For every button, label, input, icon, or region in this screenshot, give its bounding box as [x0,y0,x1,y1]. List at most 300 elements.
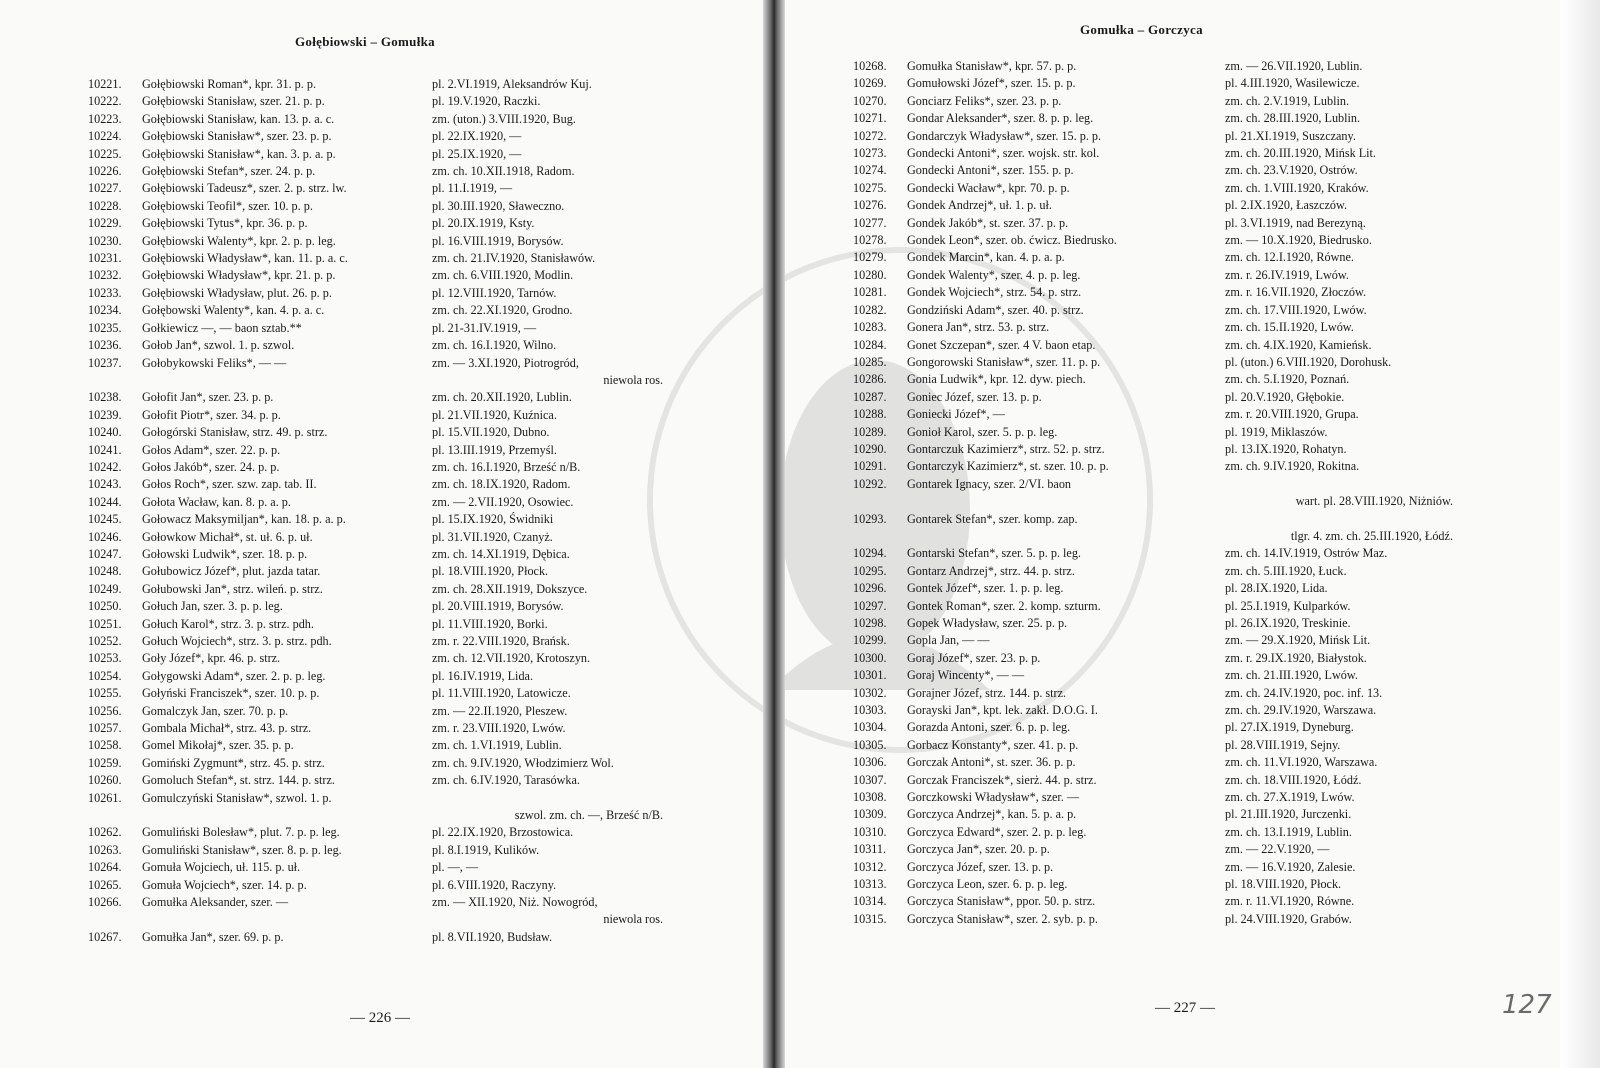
register-entry [853,772,1453,789]
entry-fate: zm. — 22.V.1920, — [1225,842,1330,857]
register-entry [853,302,1453,319]
entry-fate: zm. ch. 16.I.1920, Brześć n/B. [432,459,581,474]
entry-number: 10263. [88,842,122,857]
entry-number: 10269. [853,76,887,91]
entry-name-unit: Gołębowski Walenty*, kan. 4. p. a. c. [142,303,325,318]
entry-number: 10233. [88,285,122,300]
entry-number: 10247. [88,546,122,561]
register-entry [853,93,1453,110]
entry-number: 10282. [853,302,887,317]
entry-name-unit: Gomuliński Stanisław*, szer. 8. p. p. leg. [142,842,342,857]
entry-fate: zm. ch. 14.IV.1919, Ostrów Maz. [1225,546,1388,561]
entry-fate: pl. 30.III.1920, Sławeczno. [432,198,565,213]
entry-name-unit: Gołyński Franciszek*, szer. 10. p. p. [142,686,320,701]
entry-number: 10236. [88,338,122,353]
entry-number: 10283. [853,320,887,335]
entry-name-unit: Gołowkow Michał*, st. uł. 6. p. uł. [142,529,313,544]
entry-name-unit: Gomułka Jan*, szer. 69. p. p. [142,929,284,944]
entry-fate: zm. ch. 20.XII.1920, Lublin. [432,390,572,405]
entry-number: 10239. [88,407,122,422]
entry-fate: zm. ch. 23.V.1920, Ostrów. [1225,163,1358,178]
register-entry [88,128,663,145]
entry-name-unit: Gołos Jakób*, szer. 24. p. p. [142,459,280,474]
entry-name-unit: Gomuła Wojciech*, szer. 14. p. p. [142,877,307,892]
entry-number: 10227. [88,181,122,196]
entry-fate: zm. ch. 9.IV.1920, Rokitna. [1225,459,1360,474]
register-entry [88,529,663,546]
register-entry [853,737,1453,754]
register-entry [88,442,663,459]
register-entry [853,876,1453,893]
entry-name-unit: Gondecki Antoni*, szer. wojsk. str. kol. [907,146,1100,161]
entry-name-unit: Gontek Roman*, szer. 2. komp. szturm. [907,598,1101,613]
entry-number: 10295. [853,563,887,578]
register-entry [88,546,663,563]
register-entry [853,232,1453,249]
register-entry [853,476,1453,511]
entry-number: 10241. [88,442,122,457]
register-entry [853,75,1453,92]
register-entry [853,319,1453,336]
entry-number: 10229. [88,216,122,231]
entry-number: 10275. [853,180,887,195]
entry-fate: zm. ch. 2.V.1919, Lublin. [1225,93,1350,108]
entry-name-unit: Gopek Władysław, szer. 25. p. p. [907,615,1068,630]
register-entry [853,719,1453,736]
entry-number: 10257. [88,721,122,736]
entry-name-unit: Gołogórski Stanisław, strz. 49. p. strz. [142,425,328,440]
entry-number: 10271. [853,111,887,126]
entry-fate: zm. ch. 27.X.1919, Lwów. [1225,790,1355,805]
right-page-header: Gomułka – Gorczyca [1080,22,1203,37]
register-entry [88,616,663,633]
register-entry [853,371,1453,388]
register-entry [853,580,1453,597]
register-entry [88,476,663,493]
register-entry [88,250,663,267]
entry-number: 10249. [88,581,122,596]
entry-fate: pl. 25.IX.1920, — [432,146,522,161]
register-entry [853,354,1453,371]
entry-fate: zm. — 10.X.1920, Biedrusko. [1225,233,1372,248]
register-entry [88,146,663,163]
entry-name-unit: Gołębiowski Władysław, plut. 26. p. p. [142,285,332,300]
entry-fate: pl. 24.VIII.1920, Grabów. [1225,911,1352,926]
entry-name-unit: Gorczak Franciszek*, sierż. 44. p. strz. [907,772,1097,787]
register-entry [853,441,1453,458]
register-entry [853,215,1453,232]
entry-number: 10279. [853,250,887,265]
entry-number: 10256. [88,703,122,718]
register-entry [88,772,663,789]
entry-name-unit: Gołębiowski Tadeusz*, szer. 2. p. strz. lw. [142,181,347,196]
entry-name-unit: Gondek Wojciech*, strz. 54. p. strz. [907,285,1082,300]
entry-name-unit: Gołuch Karol*, strz. 3. p. strz. pdh. [142,616,314,631]
register-entry [853,841,1453,858]
entry-fate: pl. 16.VIII.1919, Borysów. [432,233,564,248]
entry-fate: pl. 12.VIII.1920, Tarnów. [432,285,557,300]
register-entry [853,145,1453,162]
entry-fate: zm. — 16.V.1920, Zalesie. [1225,859,1356,874]
entry-name-unit: Gorayski Jan*, kpt. lek. zakł. D.O.G. I. [907,703,1098,717]
entry-fate: zm. r. 23.VIII.1920, Lwów. [432,721,566,736]
entry-number: 10262. [88,825,122,840]
register-entry [88,337,663,354]
entry-name-unit: Gołębiowski Tytus*, kpr. 36. p. p. [142,216,308,231]
register-entry [853,632,1453,649]
register-entry [88,494,663,511]
register-entry [88,581,663,598]
entry-number: 10287. [853,389,887,404]
entry-fate: zm. ch. 28.XII.1919, Dokszyce. [432,581,588,596]
entry-fate: pl. 11.VIII.1920, Borki. [432,616,548,631]
register-entry [88,111,663,128]
entry-number: 10232. [88,268,122,283]
entry-fate: zm. ch. 15.II.1920, Lwów. [1225,320,1354,335]
entry-number: 10281. [853,285,887,300]
register-entry [88,894,663,929]
entry-fate: pl. 20.IX.1919, Ksty. [432,216,535,231]
entry-name-unit: Goraj Józef*, szer. 23. p. p. [907,650,1041,665]
register-entry [853,58,1453,75]
entry-number: 10251. [88,616,122,631]
register-entry [853,650,1453,667]
register-entry [853,110,1453,127]
entry-fate: zm. r. 22.VIII.1920, Brańsk. [432,633,570,648]
entry-fate: pl. 21.XI.1919, Suszczany. [1225,128,1356,143]
entry-fate: pl. 18.VIII.1920, Płock. [432,564,549,579]
register-entry [88,76,663,93]
entry-number: 10221. [88,77,122,91]
entry-name-unit: Gomalczyk Jan, szer. 70. p. p. [142,703,289,718]
entry-number: 10274. [853,163,887,178]
entry-name-unit: Goniec Józef, szer. 13. p. p. [907,389,1042,404]
entry-name-unit: Gomuliński Bolesław*, plut. 7. p. p. leg. [142,825,340,840]
entry-number: 10297. [853,598,887,613]
entry-number: 10276. [853,198,887,213]
entry-fate: pl. 22.IX.1920, — [432,129,522,144]
register-entry [88,685,663,702]
entry-name-unit: Gołuch Wojciech*, strz. 3. p. strz. pdh. [142,633,332,648]
register-entry [88,720,663,737]
left-entry-list [88,76,663,946]
entry-number: 10299. [853,633,887,648]
entry-fate: pl. —, — [432,860,479,875]
register-entry [88,267,663,284]
entry-number: 10223. [88,111,122,126]
register-entry [88,737,663,754]
entry-fate: zm. ch. 24.IV.1920, poc. inf. 13. [1225,685,1383,700]
entry-fate: zm. ch. 20.III.1920, Mińsk Lit. [1225,146,1376,161]
entry-fate: pl. (uton.) 6.VIII.1920, Dorohusk. [1225,354,1392,369]
entry-number: 10292. [853,476,887,491]
left-page-number: — 226 — [350,1010,410,1026]
register-entry [853,128,1453,145]
left-page [0,0,770,1068]
right-page-number: — 227 — [1155,1000,1215,1016]
entry-fate: pl. 28.IX.1920, Lida. [1225,581,1328,596]
register-entry [88,929,663,946]
entry-name-unit: Gonioł Karol, szer. 5. p. p. leg. [907,424,1058,439]
entry-name-unit: Gonia Ludwik*, kpr. 12. dyw. piech. [907,372,1086,387]
entry-number: 10243. [88,477,122,492]
entry-fate: pl. 15.VII.1920, Dubno. [432,425,550,440]
entry-number: 10231. [88,251,122,266]
entry-name-unit: Gorbacz Konstanty*, szer. 41. p. p. [907,737,1079,752]
entry-number: 10242. [88,459,122,474]
entry-fate: zm. (uton.) 3.VIII.1920, Bug. [432,111,576,126]
entry-fate: zm. ch. 12.VII.1920, Krotoszyn. [432,651,591,666]
entry-number: 10280. [853,267,887,282]
entry-fate: pl. 22.IX.1920, Brzostowica. [432,825,574,840]
entry-name-unit: Gomułka Stanisław*, kpr. 57. p. p. [907,59,1077,73]
entry-name-unit: Gomułowski Józef*, szer. 15. p. p. [907,76,1076,91]
entry-name-unit: Gontarski Stefan*, szer. 5. p. p. leg. [907,546,1081,561]
register-entry [88,877,663,894]
entry-number: 10286. [853,372,887,387]
entry-number: 10255. [88,686,122,701]
register-entry [88,424,663,441]
entry-fate: zm. ch. 1.VIII.1920, Kraków. [1225,180,1369,195]
register-entry [88,668,663,685]
entry-number: 10234. [88,303,122,318]
entry-name-unit: Gołos Roch*, szer. szw. zap. tab. II. [142,477,317,492]
entry-fate: zm. ch. 21.IV.1920, Stanisławów. [432,251,596,266]
entry-fate: zm. — XII.1920, Niż. Nowogród, [432,895,598,910]
register-entry [853,667,1453,684]
entry-name-unit: Gontarczyk Kazimierz*, st. szer. 10. p. p. [907,459,1109,474]
entry-number: 10225. [88,146,122,161]
register-entry [88,389,663,406]
entry-number: 10291. [853,459,887,474]
entry-name-unit: Gongorowski Stanisław*, szer. 11. p. p. [907,354,1101,369]
entry-name-unit: Gombala Michał*, strz. 43. p. strz. [142,721,312,736]
entry-fate: pl. 2.IX.1920, Łaszczów. [1225,198,1348,213]
entry-fate: zm. ch. 18.IX.1920, Radom. [432,477,571,492]
entry-fate: pl. 1919, Miklaszów. [1225,424,1328,439]
entry-name-unit: Gołofit Jan*, szer. 23. p. p. [142,390,274,405]
entry-number: 10301. [853,668,887,683]
entry-number: 10230. [88,233,122,248]
entry-fate: pl. 11.VIII.1920, Latowicze. [432,686,571,701]
register-entry [88,180,663,197]
entry-fate: pl. 8.VII.1920, Budsław. [432,929,553,944]
entry-name-unit: Gomel Mikołaj*, szer. 35. p. p. [142,738,294,753]
entry-name-unit: Gołębiowski Stanisław*, kan. 3. p. a. p. [142,146,336,161]
entry-number: 10226. [88,164,122,179]
entry-name-unit: Gondek Andrzej*, uł. 1. p. uł. [907,198,1052,213]
register-entry [853,615,1453,632]
entry-name-unit: Gorczkowski Władysław*, szer. — [907,790,1080,805]
entry-fate: pl. 2.VI.1919, Aleksandrów Kuj. [432,77,592,91]
entry-name-unit: Gorczyca Józef, szer. 13. p. p. [907,859,1054,874]
entry-number: 10277. [853,215,887,230]
entry-name-unit: Gomułka Aleksander, szer. — [142,895,289,910]
register-entry [88,511,663,528]
register-entry [853,406,1453,423]
entry-fate: zm. ch. 13.I.1919, Lublin. [1225,824,1352,839]
entry-continuation: tlgr. 4. zm. ch. 25.III.1920, Łódź. [1290,528,1453,543]
register-entry [853,511,1453,546]
entry-number: 10315. [853,911,887,926]
entry-name-unit: Gorczyca Stanisław*, ppor. 50. p. strz. [907,894,1096,909]
register-entry [88,824,663,841]
entry-number: 10309. [853,807,887,822]
entry-fate: pl. 13.IX.1920, Rohatyn. [1225,441,1347,456]
entry-name-unit: Gomoluch Stefan*, st. strz. 144. p. strz. [142,773,335,788]
register-entry [88,233,663,250]
register-entry [88,93,663,110]
entry-name-unit: Gonciarz Feliks*, szer. 23. p. p. [907,93,1062,108]
entry-number: 10300. [853,650,887,665]
entry-fate: zm. r. 20.VIII.1920, Grupa. [1225,407,1359,422]
entry-name-unit: Gołygowski Adam*, szer. 2. p. p. leg. [142,668,326,683]
entry-name-unit: Gomiński Zygmunt*, strz. 45. p. strz. [142,755,325,770]
register-entry [853,180,1453,197]
register-entry [853,754,1453,771]
entry-number: 10273. [853,146,887,161]
register-entry [853,284,1453,301]
register-entry [88,285,663,302]
entry-name-unit: Gołębiowski Władysław*, kpr. 21. p. p. [142,268,336,283]
entry-fate: zm. ch. 11.VI.1920, Warszawa. [1225,755,1378,770]
entry-name-unit: Gołota Wacław, kan. 8. p. a. p. [142,494,291,509]
register-entry [853,424,1453,441]
entry-number: 10313. [853,877,887,892]
entry-name-unit: Gondecki Wacław*, kpr. 70. p. p. [907,180,1070,195]
entry-number: 10266. [88,895,122,910]
entry-name-unit: Gołuch Jan, szer. 3. p. p. leg. [142,599,283,614]
entry-number: 10303. [853,703,887,717]
entry-number: 10270. [853,93,887,108]
entry-number: 10314. [853,894,887,909]
register-entry [88,302,663,319]
entry-fate: pl. 31.VII.1920, Czanyż. [432,529,553,544]
entry-fate: zm. ch. 16.I.1920, Wilno. [432,338,557,353]
entry-fate: zm. r. 11.VI.1920, Równe. [1225,894,1355,909]
entry-number: 10260. [88,773,122,788]
entry-name-unit: Gołębiowski Stanisław, kan. 13. p. a. c. [142,111,335,126]
entry-fate: pl. 19.V.1920, Raczki. [432,94,541,109]
entry-number: 10307. [853,772,887,787]
entry-fate: zm. r. 29.IX.1920, Białystok. [1225,650,1367,665]
entry-name-unit: Gondar Aleksander*, szer. 8. p. p. leg. [907,111,1094,126]
register-entry [853,824,1453,841]
register-entry [853,859,1453,876]
entry-name-unit: Gomuła Wojciech, uł. 115. p. uł. [142,860,301,875]
entry-name-unit: Gołowski Ludwik*, szer. 18. p. p. [142,546,308,561]
entry-number: 10245. [88,512,122,527]
entry-fate: zm. ch. 28.III.1920, Lublin. [1225,111,1361,126]
entry-number: 10294. [853,546,887,561]
entry-fate: zm. — 29.X.1920, Mińsk Lit. [1225,633,1371,648]
register-entry [853,197,1453,214]
entry-number: 10290. [853,441,887,456]
entry-number: 10248. [88,564,122,579]
entry-name-unit: Gołubowicz Józef*, plut. jazda tatar. [142,564,321,579]
register-entry [853,563,1453,580]
entry-fate: pl. 16.IV.1919, Lida. [432,668,533,683]
entry-fate: pl. 13.III.1919, Przemyśl. [432,442,557,457]
entry-number: 10304. [853,720,887,735]
register-entry [88,755,663,772]
entry-fate: zm. — 2.VII.1920, Osowiec. [432,494,574,509]
entry-name-unit: Gonet Szczepan*, szer. 4 V. baon etap. [907,337,1096,352]
entry-name-unit: Gomulczyński Stanisław*, szwol. 1. p. [142,790,332,805]
entry-name-unit: Gołubowski Jan*, strz. wileń. p. strz. [142,581,323,596]
entry-fate: pl. 6.VIII.1920, Raczyny. [432,877,557,892]
register-entry [853,893,1453,910]
entry-fate: zm. ch. 9.IV.1920, Włodzimierz Wol. [432,755,614,770]
entry-name-unit: Gondek Walenty*, szer. 4. p. p. leg. [907,267,1081,282]
entry-name-unit: Goniecki Józef*, — [907,407,1005,422]
entry-number: 10252. [88,633,122,648]
entry-name-unit: Gołobykowski Feliks*, — — [142,355,287,370]
entry-name-unit: Gontek Józef*, szer. 1. p. p. leg. [907,581,1064,596]
entry-name-unit: Gondek Marcin*, kan. 4. p. a. p. [907,250,1065,265]
entry-name-unit: Gorajner Józef, strz. 144. p. strz. [907,685,1067,700]
entry-number: 10278. [853,233,887,248]
register-entry [88,198,663,215]
register-entry [853,162,1453,179]
entry-fate: zm. ch. 10.XII.1918, Radom. [432,164,575,179]
entry-number: 10244. [88,494,122,509]
entry-fate: pl. 21.III.1920, Jurczenki. [1225,807,1352,822]
entry-fate: zm. — 22.II.1920, Pleszew. [432,703,568,718]
entry-name-unit: Gołębiowski Roman*, kpr. 31. p. p. [142,77,317,91]
entry-continuation: szwol. zm. ch. —, Brześć n/B. [514,808,663,823]
register-entry [88,163,663,180]
entry-number: 10306. [853,755,887,770]
page-edge [1560,0,1600,1068]
entry-name-unit: Gołos Adam*, szer. 22. p. p. [142,442,281,457]
entry-fate: zm. ch. 17.VIII.1920, Lwów. [1225,302,1367,317]
register-entry [853,598,1453,615]
entry-fate: zm. ch. 22.XI.1920, Grodno. [432,303,573,318]
entry-name-unit: Gołębiowski Stanisław, szer. 21. p. p. [142,94,325,109]
entry-number: 10250. [88,599,122,614]
register-entry [88,842,663,859]
entry-number: 10238. [88,390,122,405]
entry-name-unit: Gorczyca Edward*, szer. 2. p. p. leg. [907,824,1087,839]
entry-name-unit: Gorczyca Jan*, szer. 20. p. p. [907,842,1050,857]
entry-fate: zm. ch. 5.III.1920, Łuck. [1225,563,1347,578]
register-entry [853,911,1453,928]
entry-number: 10261. [88,790,122,805]
entry-number: 10224. [88,129,122,144]
entry-fate: zm. — 3.XI.1920, Piotrogród, [432,355,579,370]
entry-name-unit: Gondek Jakób*, st. szer. 37. p. p. [907,215,1069,230]
entry-name-unit: Goraj Wincenty*, — — [907,668,1025,683]
entry-fate: zm. ch. 12.I.1920, Równe. [1225,250,1354,265]
entry-name-unit: Gondarczyk Władysław*, szer. 15. p. p. [907,128,1102,143]
entry-name-unit: Gołębiowski Stanisław*, szer. 23. p. p. [142,129,332,144]
register-entry [88,407,663,424]
entry-fate: pl. 18.VIII.1920, Płock. [1225,877,1342,892]
entry-fate: zm. ch. 18.VIII.1920, Łódź. [1225,772,1362,787]
entry-number: 10228. [88,198,122,213]
entry-number: 10310. [853,824,887,839]
entry-name-unit: Gontarek Ignacy, szer. 2/VI. baon [907,476,1072,491]
entry-fate: pl. 28.VIII.1919, Sejny. [1225,737,1341,752]
entry-name-unit: Gondek Leon*, szer. ob. ćwicz. Biedrusko. [907,233,1117,248]
register-entry [853,702,1453,719]
entry-number: 10237. [88,355,122,370]
entry-name-unit: Gołob Jan*, szwol. 1. p. szwol. [142,338,295,353]
entry-number: 10235. [88,320,122,335]
entry-name-unit: Gołębiowski Teofil*, szer. 10. p. p. [142,198,313,213]
entry-number: 10285. [853,354,887,369]
